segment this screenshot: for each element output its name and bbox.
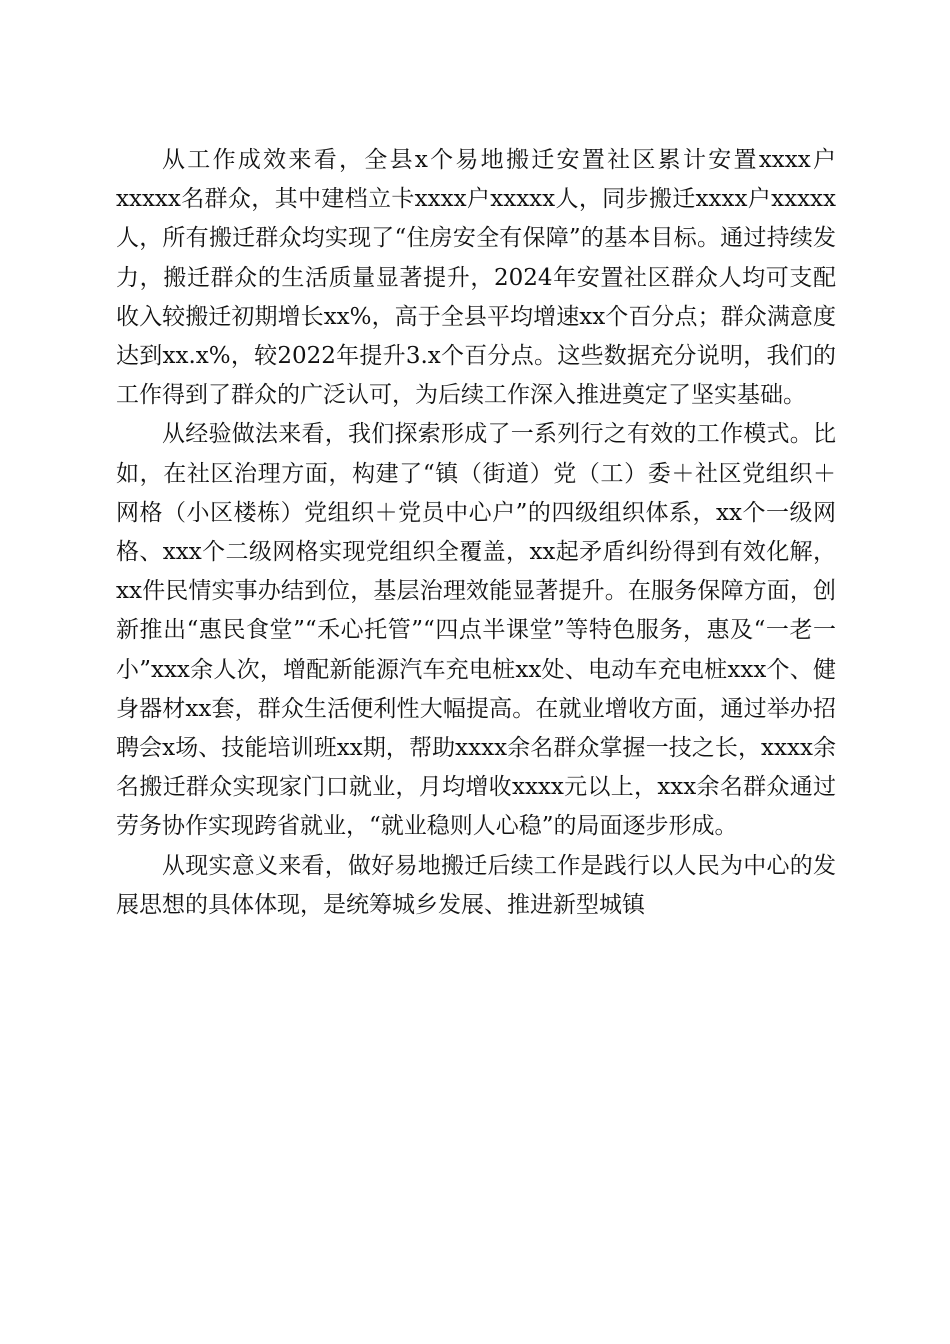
paragraph-experience-practices: 从经验做法来看，我们探索形成了一系列行之有效的工作模式。比如，在社区治理方面，构建了“镇（街道）党（工）委＋社区党组织＋网格（小区楼栋）党组织＋党员中心户”的四级组织体系，xx个一级网格、xxx个二级网格实现党组织全覆盖，xx起矛盾纠纷得到有效化解，xx件民情实事办结到位，基层治理效能显著提升。在服务保障方面，创新推出“惠民食堂”“禾心托管”“四点半课堂”等特色服务，惠及“一老一小”xxx余人次，增配新能源汽车充电桩xx处、电动车充电桩xxx个、健身器材xx套，群众生活便利性大幅提高。在就业增收方面，通过举办招聘会x场、技能培训班xx期，帮助xxxx余名群众掌握一技之长，xxxx余名搬迁群众实现家门口就业，月均增收xxxx元以上，xxx余名群众通过劳务协作实现跨省就业，“就业稳则人心稳”的局面逐步形成。	[116, 421, 836, 840]
paragraph-practical-significance: 从现实意义来看，做好易地搬迁后续工作是践行以人民为中心的发展思想的具体体现，是统筹城乡发展、推进新型城镇	[116, 852, 836, 918]
document-body	[116, 141, 836, 925]
paragraph-work-results: 从工作成效来看，全县x个易地搬迁安置社区累计安置xxxx户xxxxx名群众，其中建档立卡xxxx户xxxxx人，同步搬迁xxxx户xxxxx人，所有搬迁群众均实现了“住房安全有保障”的基本目标。通过持续发力，搬迁群众的生活质量显著提升，2024年安置社区群众人均可支配收入较搬迁初期增长xx%，高于全县平均增速xx个百分点；群众满意度达到xx.x%，较2022年提升3.x个百分点。这些数据充分说明，我们的工作得到了群众的广泛认可，为后续工作深入推进奠定了坚实基础。	[116, 147, 836, 409]
